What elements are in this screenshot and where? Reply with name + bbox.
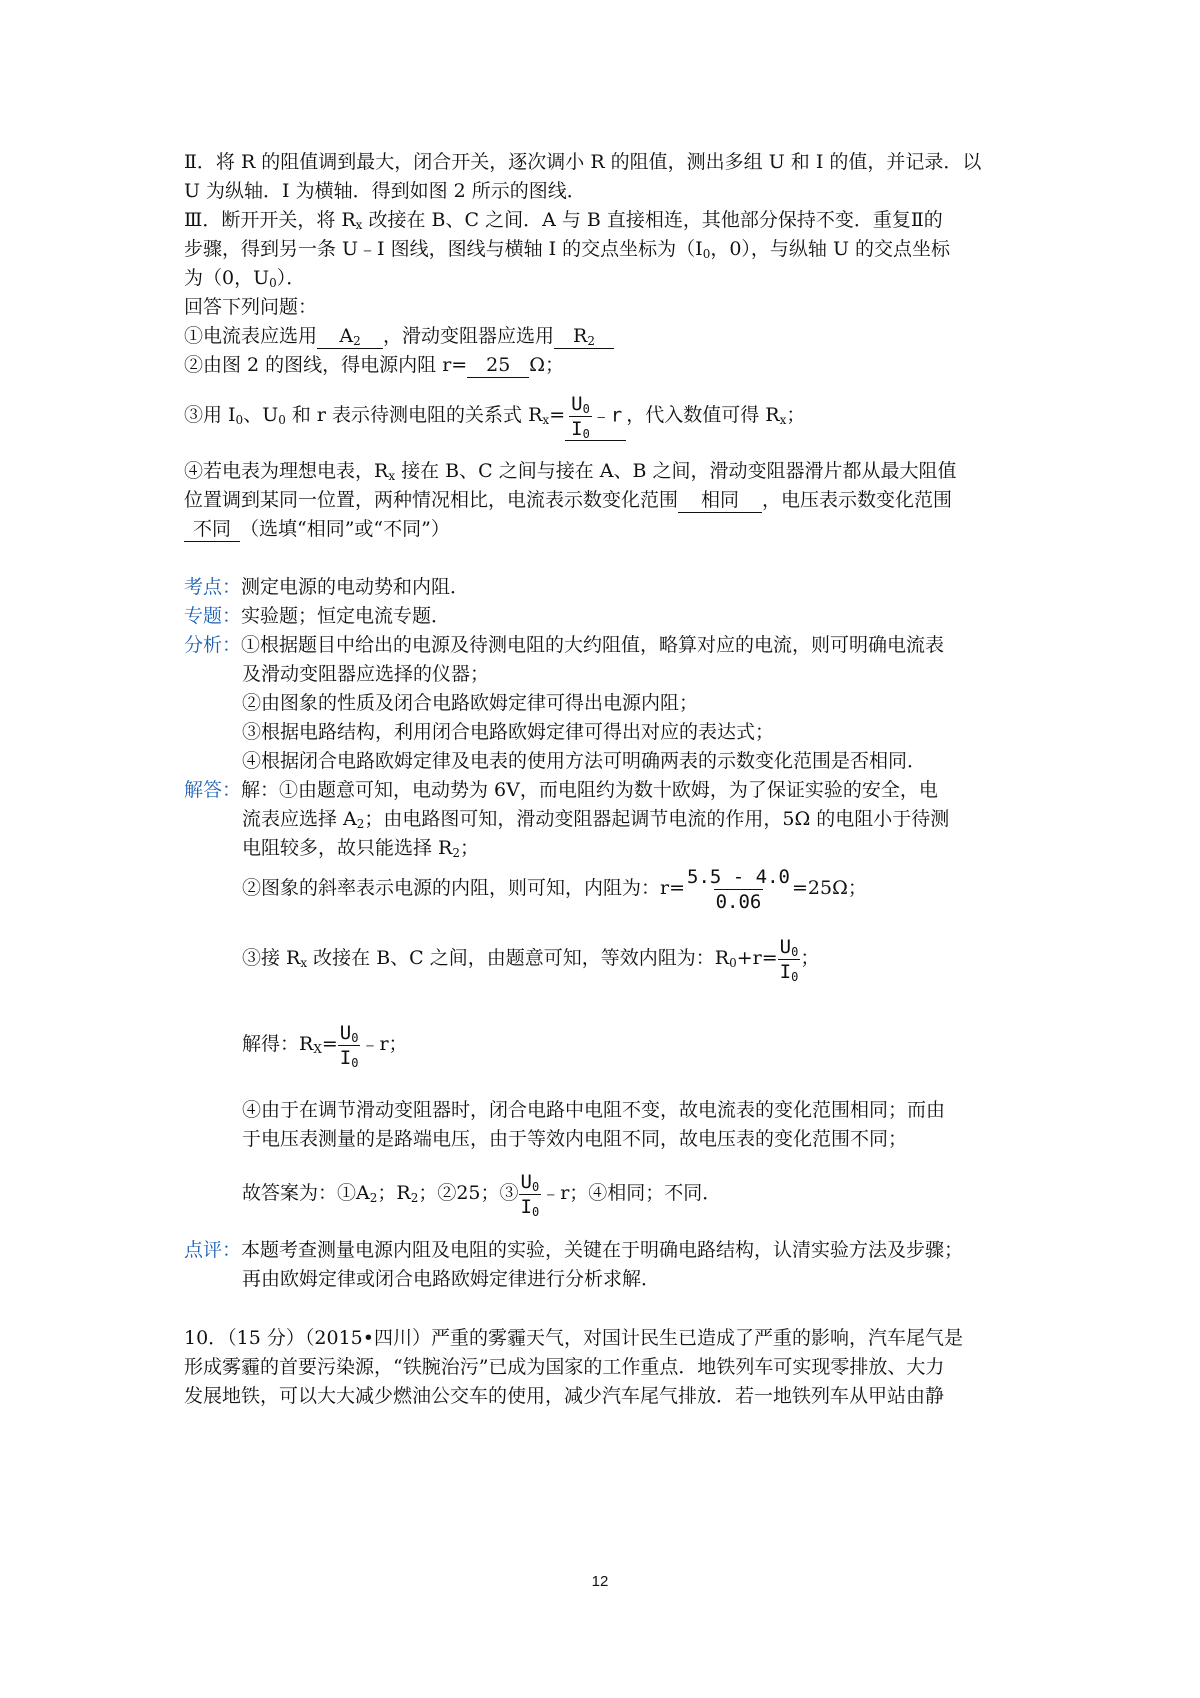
step2-line1: Ⅱ．将 R 的阻值调到最大，闭合开关，逐次调小 R 的阻值，测出多组 U 和 I 的值，并记录．以 [184, 151, 982, 173]
question-3: ③用 $I_0$、$U_0$ 和 r 表示待测电阻的关系式 $R_x=$ $\frac{U_0}{I_0}$ ﹣r ，代入数值可得 $R_x$； [184, 392, 806, 441]
question-1: ①电流表应选用 $A_2$ ，滑动变阻器应选用 $R_2$ [184, 322, 614, 350]
fenxi-line3: ②由图象的性质及闭合电路欧姆定律可得出电源内阻； [242, 692, 699, 714]
dianping-label: 点评： [184, 1239, 242, 1261]
jieda-line6: 解得：$R_X=$ $\frac{U_0}{I_0}$ ﹣r； [242, 1021, 408, 1070]
fraction-u0-over-i0: $\frac{U_0}{I_0}$ [571, 392, 590, 441]
fraction-equivalent-resistance: $\frac{U_0}{I_0}$ [779, 935, 799, 984]
dianping-line2: 再由欧姆定律或闭合电路欧姆定律进行分析求解． [242, 1268, 661, 1290]
answer-blank-internal-resistance: 25 [467, 353, 529, 378]
step3-line1: Ⅲ．断开开关，将 $R_x$ 改接在 B、C 之间．A 与 B 直接相连，其他部分保持不变．重复Ⅱ的 [184, 209, 943, 232]
step3-line3: 为（0，$U_0$）． [184, 267, 306, 290]
zhuanti-label: 专题： [184, 605, 242, 627]
jieda-line5: ③接 $R_x$ 改接在 B、C 之间，由题意可知，等效内阻为：$R_0+r=$ $\frac{U_0}{I_0}$ ； [242, 935, 820, 984]
fenxi-line5: ④根据闭合电路欧姆定律及电表的使用方法可明确两表的示数变化范围是否相同． [242, 750, 927, 772]
questions-prompt: 回答下列问题： [184, 296, 318, 318]
question-2: ②由图 2 的图线，得电源内阻 r= 25 Ω； [184, 354, 564, 376]
jieda-label: 解答： [184, 779, 242, 801]
question-10-line3: 发展地铁，可以大大减少燃油公交车的使用，减少汽车尾气排放．若一地铁列车从甲站由静 [184, 1385, 945, 1407]
jieda-line1: 解答：解：①由题意可知，电动势为 6V，而电阻约为数十欧姆，为了保证实验的安全，电 [184, 779, 938, 801]
fraction-rx-solution: $\frac{U_0}{I_0}$ [339, 1021, 359, 1070]
fenxi-line1: 分析：①根据题目中给出的电源及待测电阻的大约阻值，略算对应的电流，则可明确电流表 [184, 634, 945, 656]
answer-blank-rheostat: $R_2$ [554, 324, 614, 349]
step3-line2: 步骤，得到另一条 U﹣I 图线，图线与横轴 I 的交点坐标为（$I_0$，0），与纵轴 U 的交点坐标 [184, 238, 951, 261]
jieda-line2: 流表应选择 $A_2$；由电路图可知，滑动变阻器起调节电流的作用，5Ω 的电阻小于待测 [242, 808, 950, 831]
jieda-line8: 于电压表测量的是路端电压，由于等效内电阻不同，故电压表的变化范围不同； [242, 1128, 908, 1150]
answer-blank-current-meter: $A_2$ [317, 324, 383, 349]
question-4-line2: 位置调到某同一位置，两种情况相比，电流表示数变化范围 相同 ，电压表示数变化范围 [184, 489, 953, 511]
jieda-line3: 电阻较多，故只能选择 $R_2$； [242, 837, 480, 860]
kaodian-label: 考点： [184, 576, 242, 598]
zhuanti: 专题：实验题；恒定电流专题． [184, 605, 451, 627]
jieda-line7: ④由于在调节滑动变阻器时，闭合电路中电阻不变，故电流表的变化范围相同；而由 [242, 1099, 946, 1121]
question-10-line1: 10．（15 分）（2015•四川）严重的雾霾天气，对国计民生已造成了严重的影响，汽车尾气是 [184, 1327, 963, 1349]
question-10-line2: 形成雾霾的首要污染源，“铁腕治污”已成为国家的工作重点．地铁列车可实现零排放、大力 [184, 1356, 945, 1378]
answer-blank-rx-formula: $\frac{U_0}{I_0}$ ﹣r [565, 393, 626, 441]
fenxi-label: 分析： [184, 634, 242, 656]
jieda-line4: ②图象的斜率表示电源的内阻，则可知，内阻为：r= $\frac{5.5 - 4.0}{0.06}$ =25Ω； [242, 865, 867, 913]
answer-blank-current-range: 相同 [678, 488, 762, 513]
step2-line2: U 为纵轴．I 为横轴．得到如图 2 所示的图线． [184, 180, 586, 202]
question-4-line3: 不同 （选填“相同”或“不同”） [184, 515, 450, 543]
dianping-line1: 点评：本题考查测量电源内阻及电阻的实验，关键在于明确电路结构，认清实验方法及步骤； [184, 1239, 964, 1261]
fenxi-line2: 及滑动变阻器应选择的仪器； [242, 663, 490, 685]
jieda-answer-summary: 故答案为：$①A_2$；$R_2$；②25；③ $\frac{U_0}{I_0}$ ﹣r；④相同；不同． [242, 1170, 722, 1219]
page-number: 12 [591, 1573, 609, 1590]
kaodian: 考点：测定电源的电动势和内阻． [184, 576, 470, 598]
fenxi-line4: ③根据电路结构，利用闭合电路欧姆定律可得出对应的表达式； [242, 721, 775, 743]
fraction-answer: $\frac{U_0}{I_0}$ [520, 1170, 540, 1219]
question-4-line1: ④若电表为理想电表，$R_x$ 接在 B、C 之间与接在 A、B 之间，滑动变阻器滑片都从最大阻值 [184, 460, 957, 483]
fraction-slope: $\frac{5.5 - 4.0}{0.06}$ [687, 865, 790, 913]
answer-blank-voltage-range: 不同 [184, 517, 240, 542]
